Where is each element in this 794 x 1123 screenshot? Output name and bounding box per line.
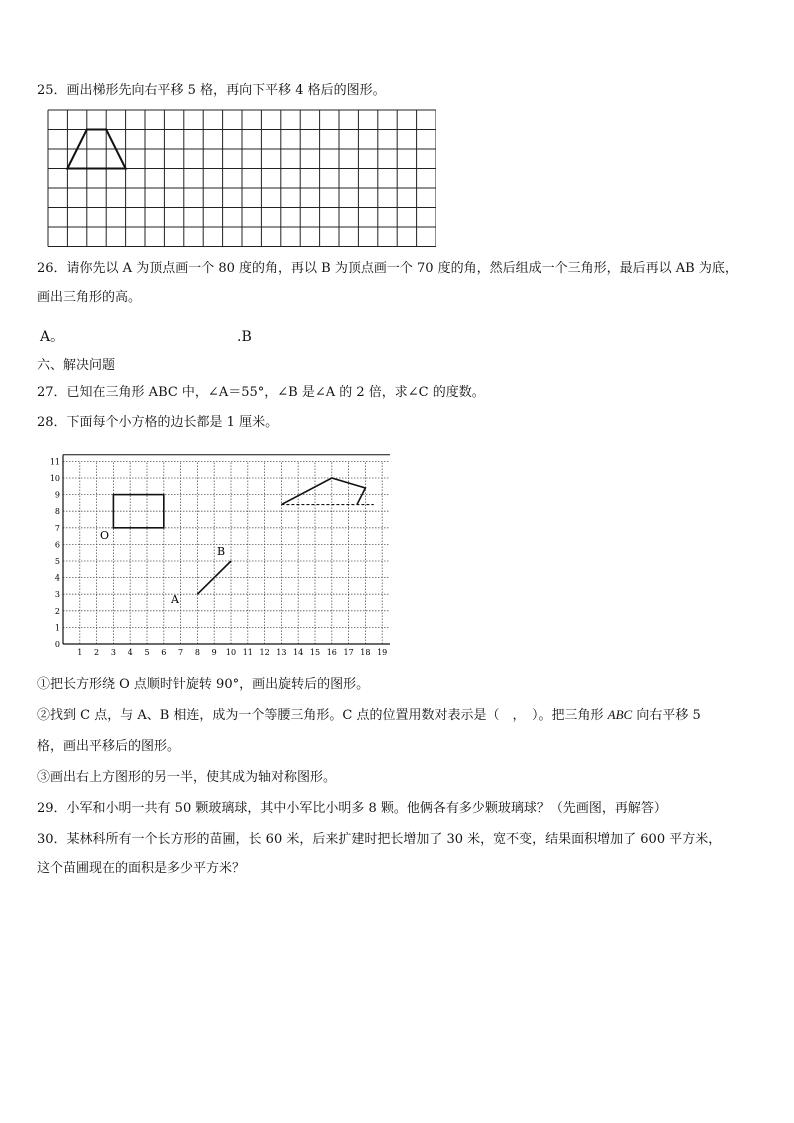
q26-point-b: .B	[237, 329, 252, 345]
label-o: O	[100, 529, 110, 542]
q27-text: 27．已知在三角形 ABC 中，∠A＝55°，∠B 是∠A 的 2 倍，求∠C 的度数。	[37, 385, 485, 400]
q28-sub3: ③画出右上方图形的另一半，使其成为轴对称图形。	[37, 770, 337, 785]
y-tick-label: 6	[54, 540, 60, 550]
y-tick-label: 10	[49, 474, 60, 483]
x-tick-label: 16	[326, 648, 337, 657]
q28-sub2-post: 向右平移 5	[632, 708, 701, 723]
q29-text: 29．小军和小明一共有 50 颗玻璃球，其中小军比小明多 8 颗。他俩各有多少颗玻璃球？（先画图，再解答）	[37, 801, 667, 816]
y-tick-labels	[50, 457, 60, 649]
y-tick-label: 9	[54, 490, 60, 500]
q28-text: 28．下面每个小方格的边长都是 1 厘米。	[37, 415, 279, 430]
x-tick-label: 12	[259, 648, 270, 657]
y-tick-label: 0	[54, 640, 60, 649]
q25-text: 25．画出梯形先向右平移 5 格，再向下平移 4 格后的图形。	[37, 83, 386, 98]
x-tick-label: 2	[94, 648, 100, 657]
x-tick-label: 14	[293, 648, 304, 657]
x-tick-label: 7	[178, 648, 184, 657]
x-tick-label: 13	[276, 648, 287, 657]
q26-text-line1: 26．请你先以 A 为顶点画一个 80 度的角，再以 B 为顶点画一个 70 度的角，然后组成一个三角形，最后再以 AB 为底，	[37, 261, 738, 276]
y-tick-label: 4	[54, 573, 60, 583]
x-tick-label: 11	[242, 648, 253, 657]
x-tick-label: 18	[360, 648, 371, 657]
x-tick-label: 3	[110, 648, 116, 657]
q30-text-line2: 这个苗圃现在的面积是多少平方米？	[37, 861, 246, 876]
q26-text-line2: 画出三角形的高。	[37, 290, 142, 305]
x-tick-label: 1	[77, 648, 83, 657]
x-tick-label: 15	[309, 648, 321, 657]
x-tick-label: 9	[211, 648, 217, 657]
y-tick-label: 8	[54, 507, 60, 517]
q28-sub2-line2: 格，画出平移后的图形。	[37, 739, 181, 754]
label-b: B	[217, 545, 226, 558]
x-tick-label: 17	[343, 648, 354, 657]
q28-sub2-line1	[37, 707, 701, 724]
x-tick-labels	[77, 648, 387, 657]
q28-sub1: ①把长方形绕 O 点顺时针旋转 90°，画出旋转后的图形。	[37, 677, 370, 692]
q25-grid-figure	[46, 108, 436, 250]
x-tick-label: 8	[194, 648, 200, 657]
q26-point-a: A。	[40, 329, 65, 345]
y-tick-label: 7	[54, 523, 60, 533]
x-tick-label: 10	[225, 648, 237, 657]
y-tick-label: 2	[54, 606, 60, 616]
q28-grid-figure	[40, 450, 390, 665]
x-tick-label: 4	[127, 648, 133, 657]
q28-sub2-abc: ABC	[607, 707, 633, 722]
y-tick-label: 11	[49, 457, 60, 467]
q28-sub2-pre: ②找到 C 点，与 A、B 相连，成为一个等腰三角形。C 点的位置用数对表示是（ ， ）。把三角形	[37, 708, 608, 723]
x-tick-label: 6	[161, 648, 167, 657]
half-figure	[281, 478, 365, 505]
label-a: A	[171, 593, 179, 606]
q30-text-line1: 30．某林科所有一个长方形的苗圃，长 60 米，后来扩建时把长增加了 30 米，宽不变，结果面积增加了 600 平方米，	[37, 832, 722, 847]
y-tick-label: 1	[54, 623, 60, 633]
x-tick-label: 5	[144, 648, 150, 657]
y-tick-label: 5	[54, 557, 60, 566]
y-tick-label: 3	[54, 590, 60, 600]
x-tick-label: 19	[377, 648, 388, 657]
section-6-title: 六、解决问题	[37, 358, 116, 373]
